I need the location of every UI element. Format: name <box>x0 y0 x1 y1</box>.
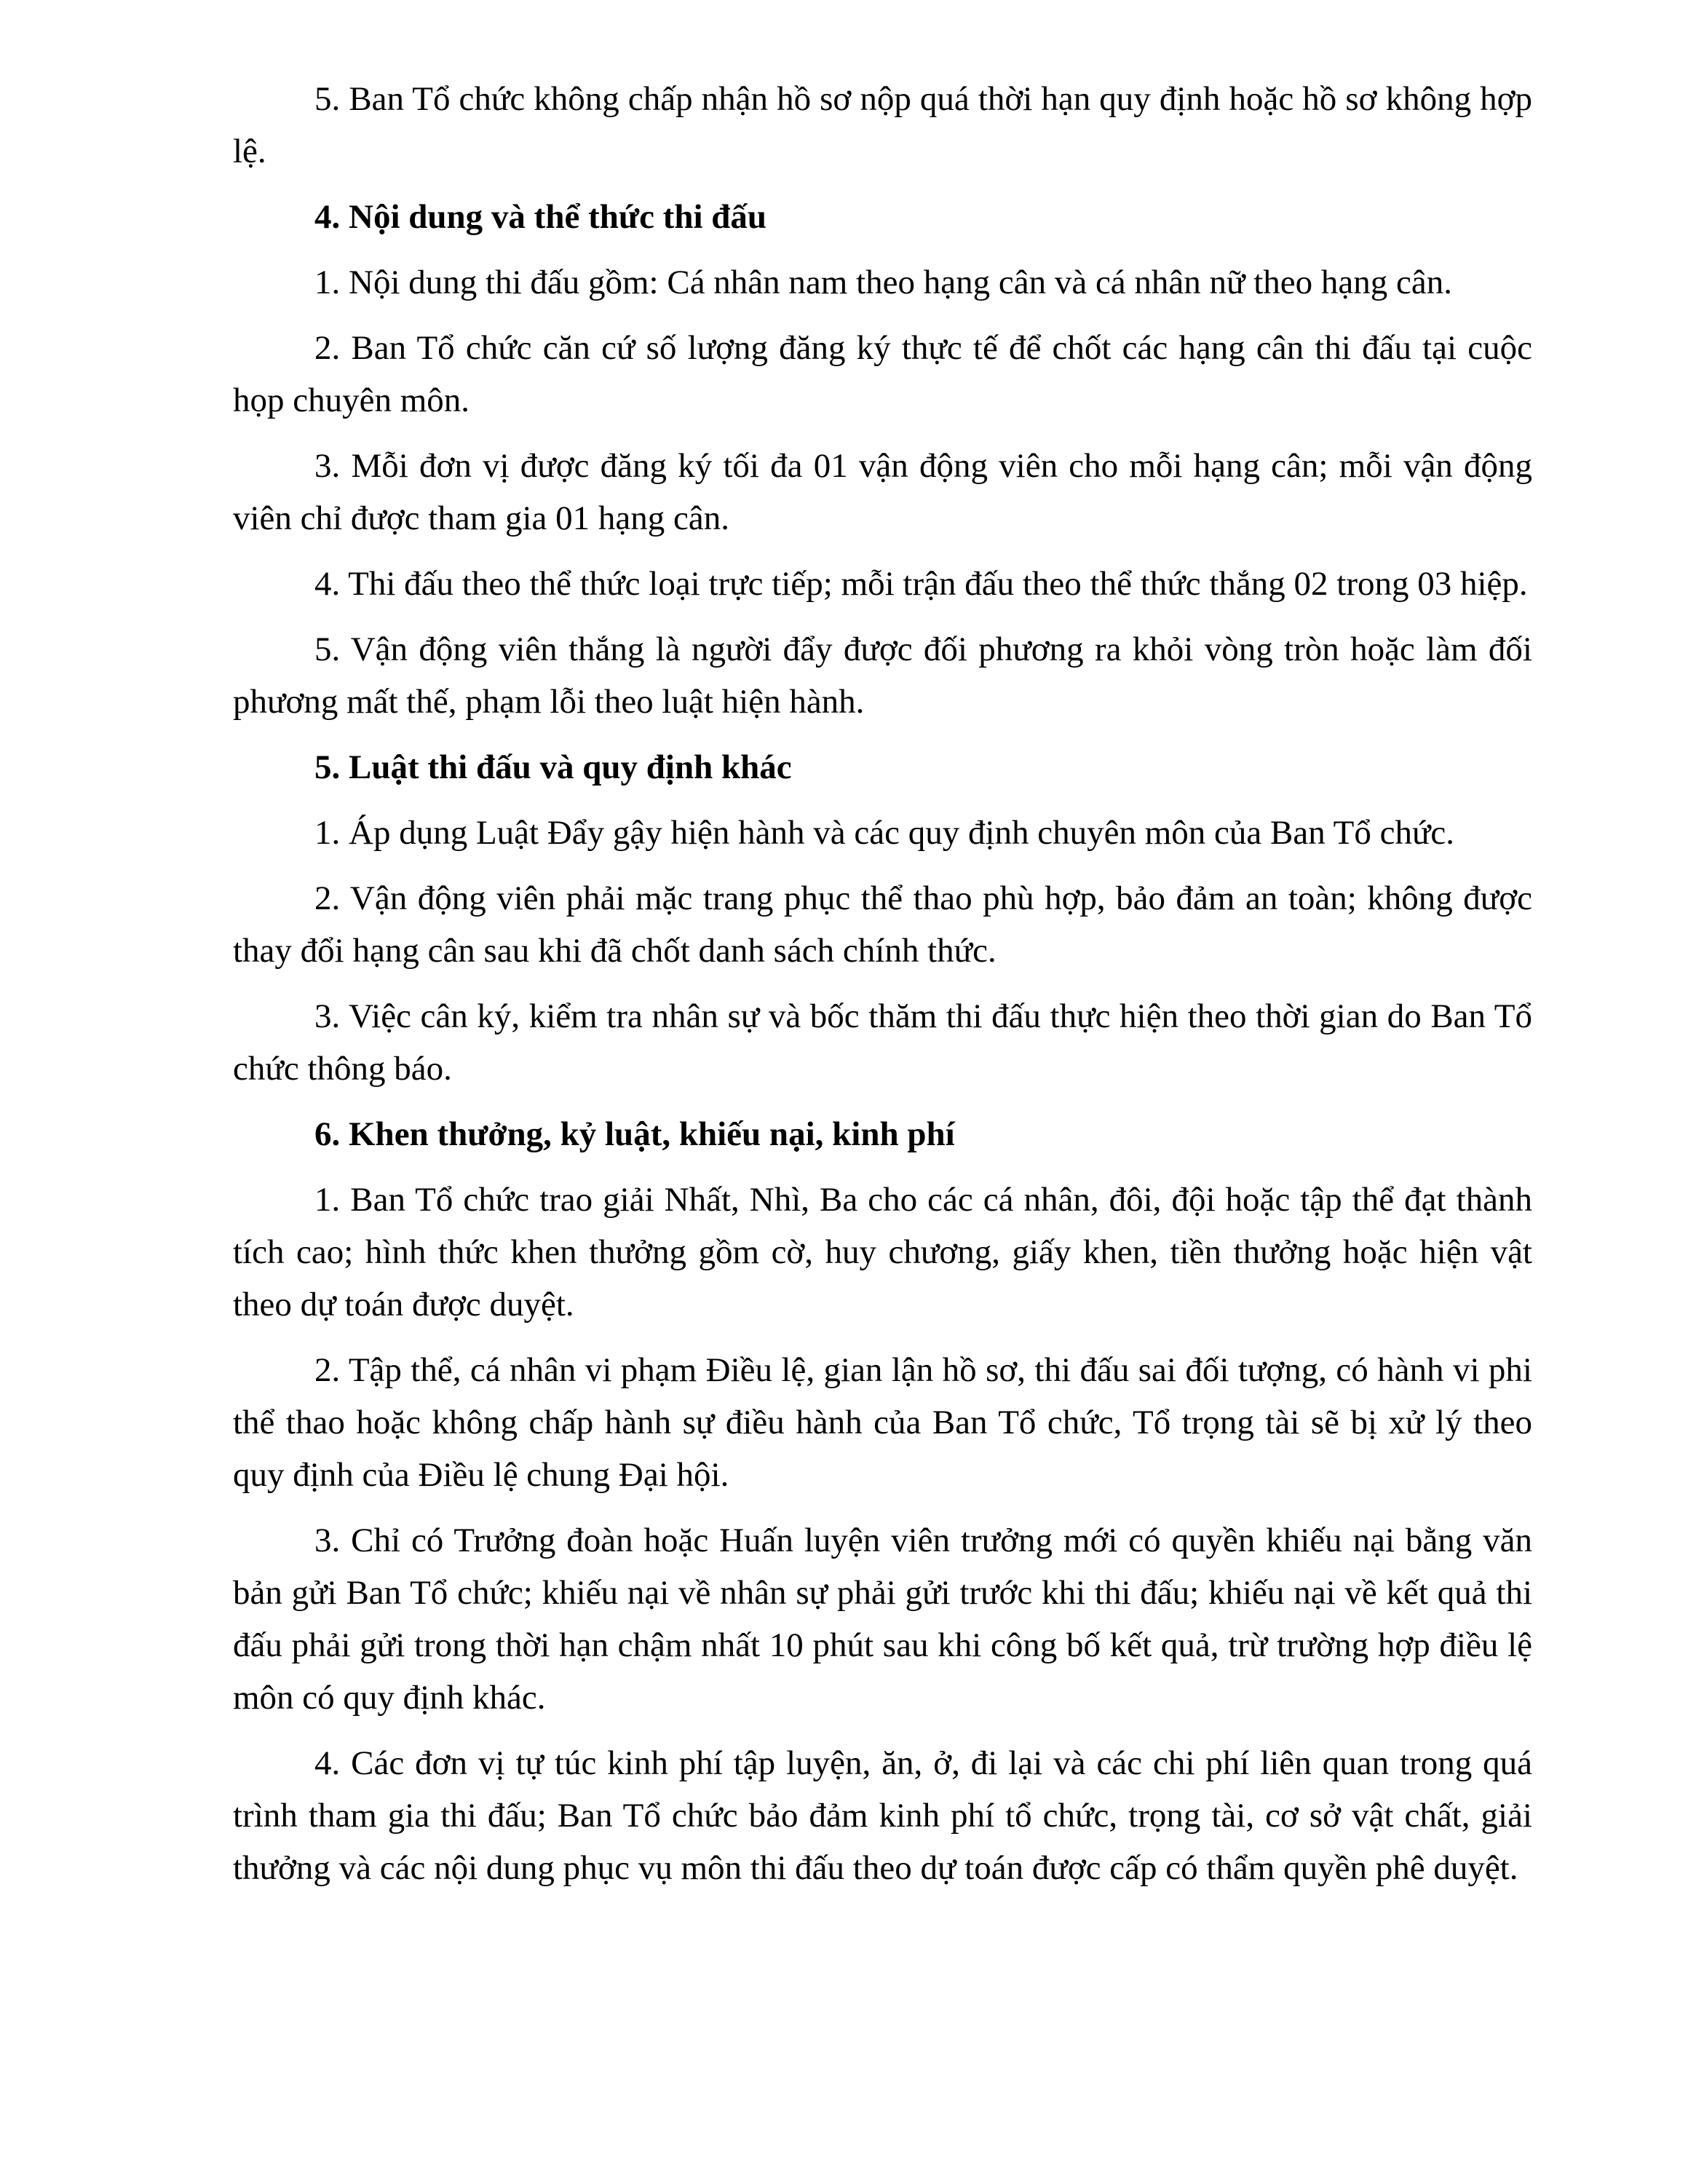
paragraph-5-3: 3. Việc cân ký, kiểm tra nhân sự và bốc thăm thi đấu thực hiện theo thời gian do Ban Tổ chức thông báo. <box>233 997 1532 1088</box>
heading-5: 5. Luật thi đấu và quy định khác <box>314 748 792 786</box>
document-body <box>233 73 1532 1894</box>
paragraph-5-2: 2. Vận động viên phải mặc trang phục thể thao phù hợp, bảo đảm an toàn; không được thay đổi hạng cân sau khi đã chốt danh sách chính thức. <box>233 879 1532 970</box>
heading-6: 6. Khen thưởng, kỷ luật, khiếu nại, kinh phí <box>314 1115 955 1153</box>
block-spacer <box>233 1095 1532 1108</box>
block-spacer <box>233 1724 1532 1737</box>
block-spacer <box>233 309 1532 322</box>
paragraph-6-1: 1. Ban Tổ chức trao giải Nhất, Nhì, Ba cho các cá nhân, đôi, đội hoặc tập thể đạt thành tích cao; hình thức khen thưởng gồm cờ, huy chương, giấy khen, tiền thưởng hoặc hiện vật theo dự toán được duyệt. <box>233 1181 1532 1324</box>
block-spacer <box>233 545 1532 558</box>
block-spacer <box>233 1160 1532 1174</box>
block-spacer <box>233 977 1532 990</box>
paragraph-6-3: 3. Chỉ có Trưởng đoàn hoặc Huấn luyện viên trưởng mới có quyền khiếu nại bằng văn bản gửi Ban Tổ chức; khiếu nại về nhân sự phải gửi trước khi thi đấu; khiếu nại về kết quả thi đấu phải gửi trong thời hạn chậm nhất 10 phút sau khi công bố kết quả, trừ trường hợp điều lệ môn có quy định khác. <box>233 1522 1532 1717</box>
paragraph-5-1: 1. Áp dụng Luật Đẩy gậy hiện hành và các quy định chuyên môn của Ban Tổ chức. <box>314 814 1455 852</box>
paragraph-3-5: 5. Ban Tổ chức không chấp nhận hồ sơ nộp quá thời hạn quy định hoặc hồ sơ không hợp lệ. <box>233 80 1532 170</box>
block-spacer <box>233 728 1532 741</box>
block-spacer <box>233 1501 1532 1514</box>
block-spacer <box>233 427 1532 440</box>
paragraph-4-2: 2. Ban Tổ chức căn cứ số lượng đăng ký thực tế để chốt các hạng cân thi đấu tại cuộc họp chuyên môn. <box>233 329 1532 419</box>
block-spacer <box>233 243 1532 256</box>
paragraph-6-4: 4. Các đơn vị tự túc kinh phí tập luyện, ăn, ở, đi lại và các chi phí liên quan trong quá trình tham gia thi đấu; Ban Tổ chức bảo đảm kinh phí tổ chức, trọng tài, cơ sở vật chất, giải thưởng và các nội dung phục vụ môn thi đấu theo dự toán được cấp có thẩm quyền phê duyệt. <box>233 1744 1532 1887</box>
block-spacer <box>233 178 1532 191</box>
block-spacer <box>233 610 1532 623</box>
block-spacer <box>233 794 1532 807</box>
block-spacer <box>233 859 1532 872</box>
paragraph-4-1: 1. Nội dung thi đấu gồm: Cá nhân nam theo hạng cân và cá nhân nữ theo hạng cân. <box>314 264 1453 301</box>
paragraph-4-3: 3. Mỗi đơn vị được đăng ký tối đa 01 vận động viên cho mỗi hạng cân; mỗi vận động viên chỉ được tham gia 01 hạng cân. <box>233 447 1532 537</box>
block-spacer <box>233 1331 1532 1344</box>
heading-4: 4. Nội dung và thể thức thi đấu <box>314 198 767 236</box>
paragraph-4-4: 4. Thi đấu theo thể thức loại trực tiếp; mỗi trận đấu theo thể thức thắng 02 trong 03 hiệp. <box>314 565 1528 603</box>
paragraph-4-5: 5. Vận động viên thắng là người đẩy được đối phương ra khỏi vòng tròn hoặc làm đối phương mất thế, phạm lỗi theo luật hiện hành. <box>233 630 1532 721</box>
paragraph-6-2: 2. Tập thể, cá nhân vi phạm Điều lệ, gian lận hồ sơ, thi đấu sai đối tượng, có hành vi phi thể thao hoặc không chấp hành sự điều hành của Ban Tổ chức, Tổ trọng tài sẽ bị xử lý theo quy định của Điều lệ chung Đại hội. <box>233 1351 1532 1494</box>
